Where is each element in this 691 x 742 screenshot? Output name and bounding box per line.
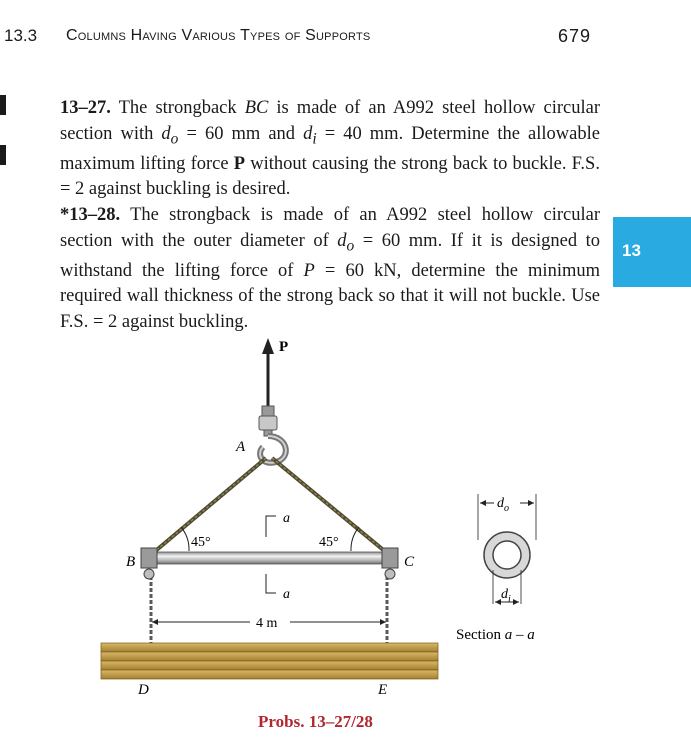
section-number: 13.3 xyxy=(4,26,38,45)
outer-diameter-label xyxy=(497,496,509,514)
lumber-stack xyxy=(101,643,438,679)
point-c-label: C xyxy=(404,554,415,570)
sling-cables xyxy=(153,458,387,553)
outer-diameter-symbol: d xyxy=(497,496,504,511)
problem-text: = 60 kN, determine the minimum required wall thickness of the strong back so that it will not buckle. Use F.S. = 2 against buckling. xyxy=(60,260,600,332)
inner-diameter-symbol: d xyxy=(501,587,508,602)
angle-label-right: 45° xyxy=(319,535,339,550)
point-a-label: A xyxy=(236,439,246,455)
subscript: i xyxy=(312,130,317,148)
variable: d xyxy=(337,230,347,251)
variable: d xyxy=(303,123,313,144)
problem-text: without causing the strong back to buckle. F.S. = 2 against buckling is desired. xyxy=(60,153,600,200)
variable: BC xyxy=(244,98,269,118)
inner-diameter-subscript: i xyxy=(508,594,511,605)
variable: d xyxy=(161,123,171,144)
problem-text: The strongback xyxy=(118,98,245,118)
span-label: 4 m xyxy=(256,616,278,631)
problem-13-27 xyxy=(60,96,600,203)
problem-text: is made of an A992 steel hollow circular section with xyxy=(60,98,601,144)
problem-number: *13–28. xyxy=(60,205,121,225)
section-label-variable: a – a xyxy=(504,627,535,643)
section-mark-bottom: a xyxy=(283,587,290,602)
point-e-label: E xyxy=(378,682,388,698)
strongback-beam xyxy=(156,552,384,564)
end-fitting-c xyxy=(382,548,398,579)
figure-caption: Probs. 13–27/28 xyxy=(258,712,373,731)
outer-diameter-subscript: o xyxy=(504,503,509,514)
strongback-figure xyxy=(0,330,691,710)
chapter-tab-label: 13 xyxy=(622,241,641,260)
problem-13-28 xyxy=(60,203,600,335)
section-label xyxy=(456,627,535,643)
subscript: o xyxy=(170,130,179,148)
section-label-text: Section xyxy=(456,627,505,643)
subscript: o xyxy=(346,237,355,255)
page-number: 679 xyxy=(558,26,592,46)
section-title: Columns Having Various Types of Supports xyxy=(66,27,371,44)
point-b-label: B xyxy=(126,554,136,570)
problem-text: = 40 mm. Determine the allowable maximum lifting force xyxy=(60,123,600,174)
end-fitting-b xyxy=(141,548,157,579)
load-label: P xyxy=(279,339,289,355)
hook xyxy=(259,406,286,463)
force-symbol: P xyxy=(233,153,246,174)
point-d-label: D xyxy=(138,682,149,698)
problem-text: The strongback is made of an A992 steel hollow circular section with the outer diameter of xyxy=(60,205,600,251)
force-arrow xyxy=(262,338,274,408)
problem-text: = 60 mm. If it is designed to withstand the lifting force of xyxy=(60,230,600,281)
section-mark-top: a xyxy=(283,511,290,526)
problem-text: = 60 mm and xyxy=(178,123,304,144)
margin-bar xyxy=(0,145,6,165)
page-header xyxy=(4,26,604,52)
problem-number: 13–27. xyxy=(60,98,111,118)
chapter-tab[interactable] xyxy=(613,217,691,287)
variable: P xyxy=(303,260,315,281)
margin-bar xyxy=(0,95,6,115)
angle-label-left: 45° xyxy=(191,535,211,550)
